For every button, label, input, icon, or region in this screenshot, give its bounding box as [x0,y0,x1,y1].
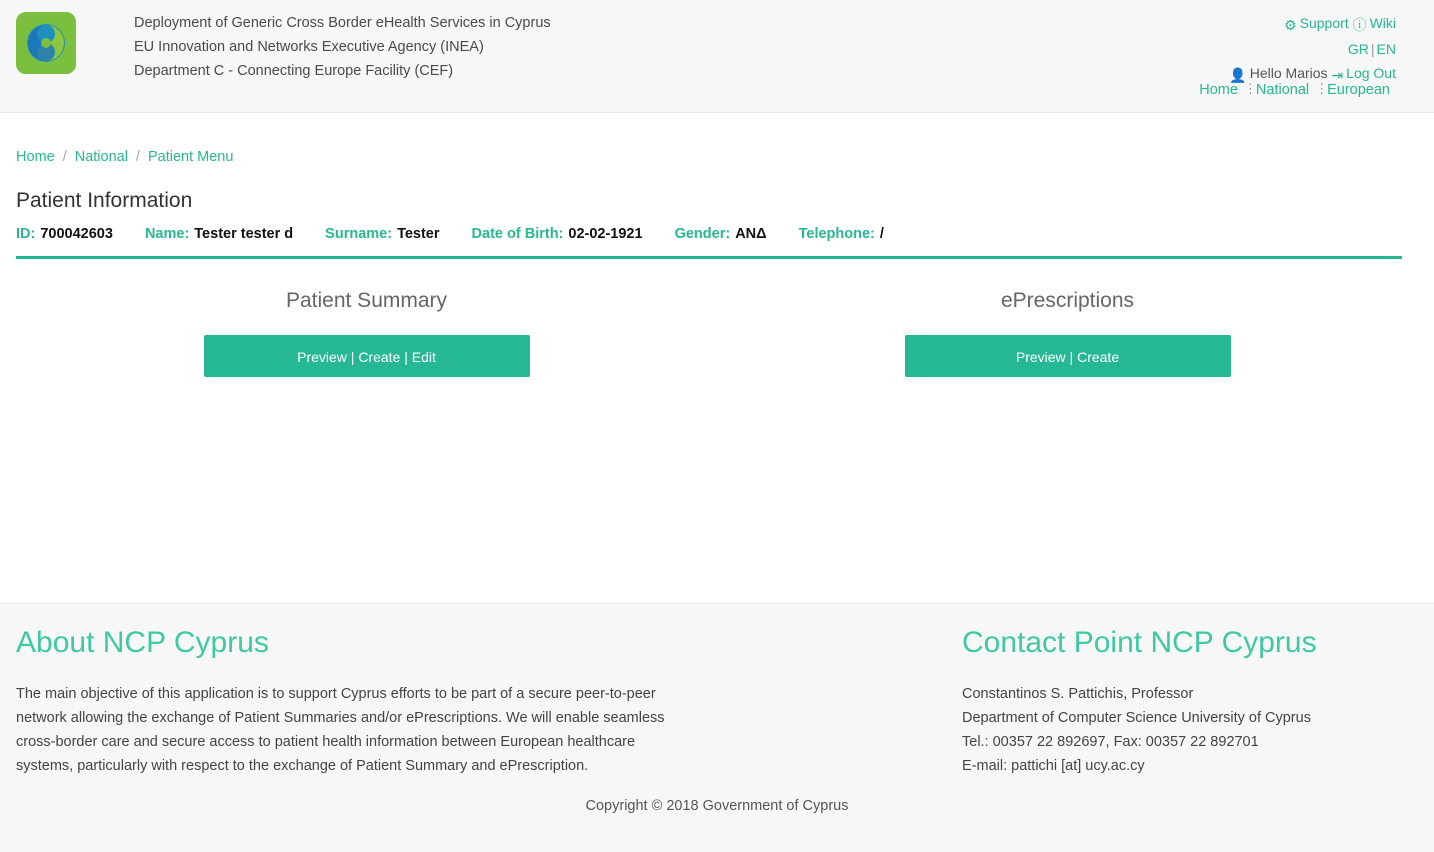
about-title: About NCP Cyprus [16,626,269,659]
nav-item-european[interactable]: European [1327,82,1390,98]
breadcrumb-item-patient-menu[interactable]: Patient Menu [147,149,234,165]
main-nav [1193,82,1396,98]
patient-name-label: Name: [144,226,190,242]
header-title-line-1: Deployment of Generic Cross Border eHealth Services in Cyprus [134,15,551,31]
patient-summary-action-button[interactable]: Preview | Create | Edit [204,335,530,377]
action-cards [16,289,1418,377]
support-link[interactable]: Support [1299,15,1349,31]
site-footer [0,603,1434,852]
footer-columns [0,604,1434,814]
about-text: The main objective of this application is to support Cyprus efforts to be part of a secure peer-to-peer network allowing the exchange of Patient Summaries and/or ePrescriptions. We will enable seamless cross-border care and secure access to patient health information between European healthcare systems, particularly with respect to the exchange of Patient Summary and ePrescription. [16,686,665,774]
breadcrumb-separator: / [62,149,67,165]
user-icon: 👤 [1229,67,1247,83]
language-separator: | [1370,41,1375,57]
eprescriptions-card [717,289,1418,377]
contact-line-phone: Tel.: 00357 22 892697, Fax: 00357 22 892701 [962,734,1259,750]
wiki-link[interactable]: Wiki [1369,15,1396,31]
contact-line-name: Constantinos S. Pattichis, Professor [962,686,1194,702]
info-icon: ⓘ [1352,17,1367,33]
logout-icon[interactable]: ⇥ [1331,67,1344,83]
patient-gender-value: ΑΝΔ [735,226,767,242]
patient-id-value: 700042603 [40,226,113,242]
site-header [0,0,1434,113]
patient-dob-value: 02-02-1921 [568,226,643,242]
patient-name-value: Tester tester d [194,226,294,242]
copyright-text: Copyright © 2018 Government of Cyprus [585,798,849,814]
nav-item-national[interactable]: National [1255,82,1310,98]
nav-item-home[interactable]: Home [1199,82,1238,98]
breadcrumb-separator: / [135,149,140,165]
eprescriptions-title: ePrescriptions [1000,289,1135,312]
contact-block [962,626,1422,778]
patient-surname-label: Surname: [325,226,393,242]
language-en-link[interactable]: EN [1376,41,1396,57]
user-greeting: Hello Marios [1249,65,1328,81]
language-gr-link[interactable]: GR [1347,41,1369,57]
language-switcher [1229,37,1396,61]
logout-link[interactable]: Log Out [1346,65,1396,81]
patient-info-summary [16,226,1418,242]
patient-summary-card [16,289,717,377]
header-title-line-3: Department C - Connecting Europe Facility (CEF) [134,63,454,79]
header-titles [134,11,551,83]
patient-id-label: ID: [16,226,36,242]
patient-telephone-label: Telephone: [798,226,875,242]
breadcrumb-item-home[interactable]: Home [16,149,55,165]
section-divider [16,256,1402,259]
page-title: Patient Information [16,189,193,212]
cyprus-ehealth-logo-icon [16,12,76,74]
contact-line-email: E-mail: pattichi [at] ucy.ac.cy [962,758,1145,774]
header-utility-area [1229,11,1396,87]
patient-surname-value: Tester [397,226,440,242]
support-wiki-row [1229,11,1396,37]
contact-title: Contact Point NCP Cyprus [962,626,1317,659]
gear-icon: ⚙ [1284,17,1297,33]
breadcrumb-item-national[interactable]: National [74,149,128,165]
about-block [16,626,717,778]
contact-line-department: Department of Computer Science University of Cyprus [962,710,1311,726]
nav-dots-icon: ⋮ [1243,81,1257,96]
patient-gender-label: Gender: [674,226,731,242]
patient-dob-label: Date of Birth: [471,226,564,242]
header-title-line-2: EU Innovation and Networks Executive Agency (INEA) [134,39,484,55]
breadcrumb [0,113,1434,165]
main-content [0,189,1434,377]
patient-telephone-value: / [879,226,884,242]
patient-summary-title: Patient Summary [285,289,448,312]
nav-dots-icon: ⋮ [1315,81,1329,96]
contact-lines [962,682,1422,778]
eprescriptions-action-button[interactable]: Preview | Create [905,335,1231,377]
